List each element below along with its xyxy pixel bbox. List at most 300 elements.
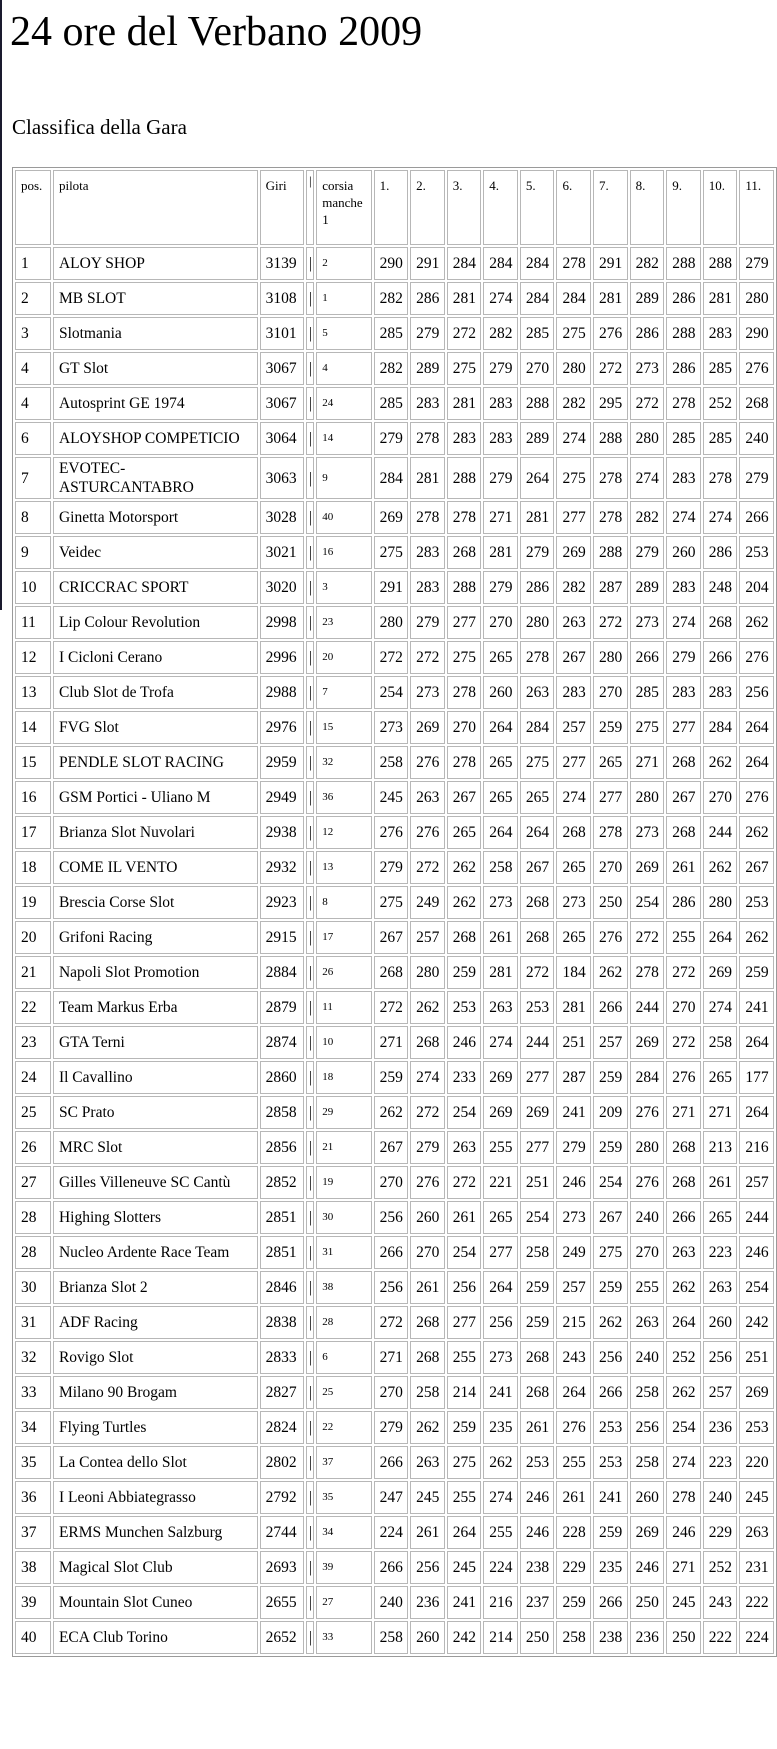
cell-manche-4: 256 [483, 1306, 518, 1339]
table-row [15, 851, 774, 884]
cell-manche-6: 265 [556, 851, 591, 884]
cell-pilota: I Cicloni Cerano [53, 641, 258, 674]
cell-manche-1: 270 [374, 1166, 409, 1199]
cell-manche-7: 238 [593, 1621, 628, 1654]
cell-pos: 10 [15, 571, 51, 604]
cell-manche-9: 268 [666, 1131, 701, 1164]
cell-manche-10: 263 [703, 1271, 738, 1304]
table-row [15, 991, 774, 1024]
cell-manche-7: 257 [593, 1026, 628, 1059]
table-row [15, 282, 774, 315]
cell-manche-11: 268 [739, 387, 774, 420]
cell-giri: 2851 [260, 1236, 304, 1269]
cell-manche-2: 236 [410, 1586, 445, 1619]
cell-giri: 2846 [260, 1271, 304, 1304]
page-title: 24 ore del Verbano 2009 [10, 9, 423, 55]
cell-manche-9: 254 [666, 1411, 701, 1444]
cell-manche-7: 266 [593, 1376, 628, 1409]
cell-manche-1: 271 [374, 1341, 409, 1374]
table-row [15, 1096, 774, 1129]
cell-manche-5: 246 [520, 1481, 555, 1514]
cell-pilota: ERMS Munchen Salzburg [53, 1516, 258, 1549]
cell-manche-4: 279 [483, 571, 518, 604]
cell-corsia: 27 [316, 1586, 371, 1619]
cell-pos: 23 [15, 1026, 51, 1059]
cell-manche-10: 262 [703, 851, 738, 884]
cell-manche-3: 262 [447, 851, 482, 884]
cell-manche-8: 279 [630, 536, 665, 569]
cell-manche-4: 282 [483, 317, 518, 350]
cell-manche-7: 262 [593, 956, 628, 989]
cell-manche-9: 271 [666, 1096, 701, 1129]
cell-manche-7: 266 [593, 991, 628, 1024]
cell-manche-1: 266 [374, 1551, 409, 1584]
cell-manche-10: 258 [703, 1026, 738, 1059]
header-pos: pos. [15, 170, 51, 245]
cell-manche-1: 282 [374, 282, 409, 315]
cell-pos: 24 [15, 1061, 51, 1094]
table-row [15, 352, 774, 385]
cell-separator: | [306, 1621, 314, 1654]
cell-manche-11: 251 [739, 1341, 774, 1374]
cell-manche-2: 273 [410, 676, 445, 709]
cell-manche-6: 275 [556, 457, 591, 499]
cell-manche-4: 284 [483, 247, 518, 280]
cell-giri: 3139 [260, 247, 304, 280]
cell-manche-9: 286 [666, 352, 701, 385]
cell-manche-3: 255 [447, 1481, 482, 1514]
cell-manche-7: 256 [593, 1341, 628, 1374]
cell-manche-10: 268 [703, 606, 738, 639]
cell-manche-6: 246 [556, 1166, 591, 1199]
cell-manche-6: 184 [556, 956, 591, 989]
cell-manche-3: 281 [447, 387, 482, 420]
cell-manche-8: 282 [630, 501, 665, 534]
cell-manche-10: 261 [703, 1166, 738, 1199]
cell-manche-1: 258 [374, 1621, 409, 1654]
cell-corsia: 7 [316, 676, 371, 709]
cell-manche-5: 286 [520, 571, 555, 604]
cell-manche-3: 272 [447, 317, 482, 350]
cell-pos: 26 [15, 1131, 51, 1164]
cell-manche-10: 285 [703, 422, 738, 455]
cell-manche-8: 276 [630, 1166, 665, 1199]
cell-corsia: 26 [316, 956, 371, 989]
cell-manche-1: 240 [374, 1586, 409, 1619]
cell-manche-11: 276 [739, 641, 774, 674]
cell-manche-4: 264 [483, 1271, 518, 1304]
cell-manche-6: 228 [556, 1516, 591, 1549]
cell-manche-9: 285 [666, 422, 701, 455]
cell-manche-4: 269 [483, 1061, 518, 1094]
cell-separator: | [306, 641, 314, 674]
cell-manche-2: 278 [410, 501, 445, 534]
cell-manche-4: 273 [483, 1341, 518, 1374]
cell-pos: 30 [15, 1271, 51, 1304]
cell-separator: | [306, 352, 314, 385]
cell-corsia: 33 [316, 1621, 371, 1654]
cell-pos: 28 [15, 1236, 51, 1269]
cell-manche-5: 264 [520, 816, 555, 849]
cell-manche-3: 246 [447, 1026, 482, 1059]
cell-manche-9: 288 [666, 247, 701, 280]
cell-separator: | [306, 317, 314, 350]
cell-manche-3: 253 [447, 991, 482, 1024]
cell-corsia: 12 [316, 816, 371, 849]
cell-manche-11: 263 [739, 1516, 774, 1549]
cell-manche-11: 254 [739, 1271, 774, 1304]
cell-pos: 22 [15, 991, 51, 1024]
cell-manche-2: 272 [410, 1096, 445, 1129]
cell-giri: 3067 [260, 387, 304, 420]
cell-manche-1: 290 [374, 247, 409, 280]
cell-manche-1: 276 [374, 816, 409, 849]
cell-manche-6: 284 [556, 282, 591, 315]
cell-manche-11: 276 [739, 352, 774, 385]
cell-manche-4: 274 [483, 1026, 518, 1059]
cell-separator: | [306, 422, 314, 455]
cell-manche-6: 241 [556, 1096, 591, 1129]
cell-pos: 1 [15, 247, 51, 280]
cell-manche-2: 291 [410, 247, 445, 280]
cell-manche-11: 290 [739, 317, 774, 350]
cell-pos: 28 [15, 1201, 51, 1234]
cell-separator: | [306, 457, 314, 499]
cell-pilota: SC Prato [53, 1096, 258, 1129]
table-row [15, 1201, 774, 1234]
cell-manche-6: 282 [556, 571, 591, 604]
cell-manche-6: 257 [556, 1271, 591, 1304]
cell-separator: | [306, 536, 314, 569]
cell-manche-6: 215 [556, 1306, 591, 1339]
table-row [15, 711, 774, 744]
cell-manche-6: 259 [556, 1586, 591, 1619]
cell-corsia: 10 [316, 1026, 371, 1059]
cell-corsia: 32 [316, 746, 371, 779]
cell-corsia: 4 [316, 352, 371, 385]
cell-manche-2: 279 [410, 606, 445, 639]
cell-manche-9: 283 [666, 571, 701, 604]
cell-manche-1: 256 [374, 1271, 409, 1304]
cell-giri: 2652 [260, 1621, 304, 1654]
cell-giri: 2860 [260, 1061, 304, 1094]
cell-manche-6: 273 [556, 1201, 591, 1234]
cell-manche-8: 284 [630, 1061, 665, 1094]
cell-manche-4: 274 [483, 1481, 518, 1514]
cell-manche-4: 273 [483, 886, 518, 919]
cell-manche-1: 267 [374, 921, 409, 954]
cell-manche-10: 236 [703, 1411, 738, 1444]
cell-manche-2: 276 [410, 1166, 445, 1199]
cell-manche-9: 267 [666, 781, 701, 814]
cell-manche-2: 272 [410, 641, 445, 674]
header-manche-2: 2. [410, 170, 445, 245]
cell-separator: | [306, 1446, 314, 1479]
cell-manche-6: 249 [556, 1236, 591, 1269]
cell-separator: | [306, 1131, 314, 1164]
cell-manche-1: 268 [374, 956, 409, 989]
cell-manche-6: 274 [556, 781, 591, 814]
cell-separator: | [306, 387, 314, 420]
cell-manche-3: 278 [447, 746, 482, 779]
cell-corsia: 18 [316, 1061, 371, 1094]
cell-manche-5: 254 [520, 1201, 555, 1234]
cell-pilota: GSM Portici - Uliano M [53, 781, 258, 814]
table-row [15, 1131, 774, 1164]
cell-manche-2: 257 [410, 921, 445, 954]
cell-manche-6: 243 [556, 1341, 591, 1374]
table-row [15, 921, 774, 954]
cell-pilota: Gilles Villeneuve SC Cantù [53, 1166, 258, 1199]
cell-giri: 2923 [260, 886, 304, 919]
cell-manche-2: 269 [410, 711, 445, 744]
cell-pilota: Lip Colour Revolution [53, 606, 258, 639]
cell-manche-8: 274 [630, 457, 665, 499]
cell-manche-7: 253 [593, 1411, 628, 1444]
cell-giri: 3108 [260, 282, 304, 315]
cell-manche-6: 287 [556, 1061, 591, 1094]
cell-manche-6: 281 [556, 991, 591, 1024]
cell-separator: | [306, 711, 314, 744]
cell-manche-4: 260 [483, 676, 518, 709]
cell-manche-11: 253 [739, 1411, 774, 1444]
cell-corsia: 25 [316, 1376, 371, 1409]
cell-manche-5: 263 [520, 676, 555, 709]
cell-pilota: Il Cavallino [53, 1061, 258, 1094]
cell-manche-8: 272 [630, 387, 665, 420]
cell-manche-11: 177 [739, 1061, 774, 1094]
cell-manche-3: 278 [447, 501, 482, 534]
cell-manche-7: 287 [593, 571, 628, 604]
table-row [15, 956, 774, 989]
cell-manche-9: 262 [666, 1376, 701, 1409]
cell-manche-7: 291 [593, 247, 628, 280]
cell-manche-11: 266 [739, 501, 774, 534]
cell-manche-2: 262 [410, 991, 445, 1024]
cell-separator: | [306, 1061, 314, 1094]
cell-manche-8: 280 [630, 781, 665, 814]
cell-manche-4: 279 [483, 457, 518, 499]
cell-manche-4: 265 [483, 746, 518, 779]
cell-manche-6: 267 [556, 641, 591, 674]
cell-manche-11: 222 [739, 1586, 774, 1619]
cell-pilota: Flying Turtles [53, 1411, 258, 1444]
cell-manche-8: 286 [630, 317, 665, 350]
header-manche-3: 3. [447, 170, 482, 245]
page-subtitle: Classifica della Gara [12, 115, 187, 139]
cell-separator: | [306, 501, 314, 534]
cell-manche-10: 260 [703, 1306, 738, 1339]
cell-pilota: La Contea dello Slot [53, 1446, 258, 1479]
cell-separator: | [306, 1166, 314, 1199]
cell-manche-5: 268 [520, 1341, 555, 1374]
cell-pilota: I Leoni Abbiategrasso [53, 1481, 258, 1514]
cell-manche-11: 257 [739, 1166, 774, 1199]
cell-manche-7: 267 [593, 1201, 628, 1234]
cell-separator: | [306, 851, 314, 884]
cell-manche-8: 280 [630, 1131, 665, 1164]
cell-manche-7: 259 [593, 1516, 628, 1549]
cell-manche-8: 273 [630, 352, 665, 385]
cell-manche-9: 272 [666, 1026, 701, 1059]
cell-manche-4: 263 [483, 991, 518, 1024]
cell-manche-11: 264 [739, 746, 774, 779]
cell-giri: 2852 [260, 1166, 304, 1199]
cell-corsia: 21 [316, 1131, 371, 1164]
cell-manche-4: 235 [483, 1411, 518, 1444]
cell-corsia: 34 [316, 1516, 371, 1549]
cell-manche-5: 244 [520, 1026, 555, 1059]
cell-manche-6: 277 [556, 501, 591, 534]
cell-pos: 25 [15, 1096, 51, 1129]
cell-manche-11: 280 [739, 282, 774, 315]
cell-manche-3: 254 [447, 1236, 482, 1269]
cell-corsia: 11 [316, 991, 371, 1024]
cell-corsia: 17 [316, 921, 371, 954]
cell-pos: 40 [15, 1621, 51, 1654]
cell-manche-9: 263 [666, 1236, 701, 1269]
cell-separator: | [306, 921, 314, 954]
cell-manche-5: 246 [520, 1516, 555, 1549]
cell-manche-10: 265 [703, 1061, 738, 1094]
cell-manche-1: 247 [374, 1481, 409, 1514]
cell-manche-9: 261 [666, 851, 701, 884]
cell-corsia: 37 [316, 1446, 371, 1479]
cell-separator: | [306, 1586, 314, 1619]
cell-manche-7: 278 [593, 457, 628, 499]
cell-pilota: ALOYSHOP COMPETICIO [53, 422, 258, 455]
cell-giri: 2851 [260, 1201, 304, 1234]
cell-manche-7: 262 [593, 1306, 628, 1339]
cell-separator: | [306, 247, 314, 280]
cell-manche-9: 283 [666, 676, 701, 709]
cell-manche-4: 261 [483, 921, 518, 954]
cell-manche-6: 261 [556, 1481, 591, 1514]
cell-giri: 2932 [260, 851, 304, 884]
cell-separator: | [306, 1481, 314, 1514]
table-row [15, 1376, 774, 1409]
table-row [15, 641, 774, 674]
cell-manche-7: 288 [593, 536, 628, 569]
cell-manche-6: 258 [556, 1621, 591, 1654]
table-row [15, 1271, 774, 1304]
cell-manche-10: 252 [703, 1551, 738, 1584]
table-row [15, 886, 774, 919]
cell-giri: 3064 [260, 422, 304, 455]
cell-manche-5: 288 [520, 387, 555, 420]
cell-manche-9: 268 [666, 816, 701, 849]
cell-manche-8: 269 [630, 1516, 665, 1549]
cell-manche-7: 250 [593, 886, 628, 919]
cell-corsia: 24 [316, 387, 371, 420]
cell-manche-11: 241 [739, 991, 774, 1024]
cell-manche-2: 268 [410, 1306, 445, 1339]
cell-manche-6: 257 [556, 711, 591, 744]
cell-giri: 3021 [260, 536, 304, 569]
cell-manche-5: 284 [520, 282, 555, 315]
cell-manche-4: 216 [483, 1586, 518, 1619]
cell-manche-6: 268 [556, 816, 591, 849]
cell-manche-4: 224 [483, 1551, 518, 1584]
cell-manche-7: 270 [593, 676, 628, 709]
cell-manche-1: 279 [374, 422, 409, 455]
cell-manche-11: 204 [739, 571, 774, 604]
cell-manche-3: 278 [447, 676, 482, 709]
cell-manche-6: 264 [556, 1376, 591, 1409]
cell-manche-9: 277 [666, 711, 701, 744]
table-row [15, 1236, 774, 1269]
cell-manche-6: 283 [556, 676, 591, 709]
cell-manche-10: 278 [703, 457, 738, 499]
cell-manche-5: 272 [520, 956, 555, 989]
cell-manche-9: 286 [666, 282, 701, 315]
cell-manche-3: 214 [447, 1376, 482, 1409]
cell-manche-8: 273 [630, 816, 665, 849]
cell-separator: | [306, 816, 314, 849]
cell-manche-11: 279 [739, 247, 774, 280]
cell-manche-10: 240 [703, 1481, 738, 1514]
cell-manche-1: 266 [374, 1236, 409, 1269]
cell-manche-5: 268 [520, 1376, 555, 1409]
cell-manche-5: 258 [520, 1236, 555, 1269]
cell-pos: 38 [15, 1551, 51, 1584]
cell-manche-6: 274 [556, 422, 591, 455]
cell-manche-10: 264 [703, 921, 738, 954]
cell-manche-2: 262 [410, 1411, 445, 1444]
cell-corsia: 30 [316, 1201, 371, 1234]
cell-manche-10: 248 [703, 571, 738, 604]
cell-manche-2: 279 [410, 1131, 445, 1164]
cell-separator: | [306, 1096, 314, 1129]
cell-pos: 2 [15, 282, 51, 315]
cell-manche-7: 272 [593, 606, 628, 639]
cell-corsia: 3 [316, 571, 371, 604]
cell-manche-9: 288 [666, 317, 701, 350]
cell-manche-10: 274 [703, 501, 738, 534]
cell-manche-2: 274 [410, 1061, 445, 1094]
cell-manche-10: 270 [703, 781, 738, 814]
cell-manche-11: 264 [739, 711, 774, 744]
cell-pilota: CRICCRAC SPORT [53, 571, 258, 604]
cell-pilota: Ginetta Motorsport [53, 501, 258, 534]
table-row [15, 1586, 774, 1619]
cell-giri: 2874 [260, 1026, 304, 1059]
cell-manche-9: 266 [666, 1201, 701, 1234]
cell-manche-4: 221 [483, 1166, 518, 1199]
cell-manche-3: 264 [447, 1516, 482, 1549]
cell-giri: 2693 [260, 1551, 304, 1584]
cell-pilota: Mountain Slot Cuneo [53, 1586, 258, 1619]
cell-pos: 13 [15, 676, 51, 709]
cell-manche-5: 278 [520, 641, 555, 674]
header-manche-5: 5. [520, 170, 555, 245]
cell-manche-10: 271 [703, 1096, 738, 1129]
cell-pos: 19 [15, 886, 51, 919]
cell-separator: | [306, 1026, 314, 1059]
cell-manche-5: 279 [520, 536, 555, 569]
cell-manche-6: 263 [556, 606, 591, 639]
cell-manche-3: 281 [447, 282, 482, 315]
cell-corsia: 23 [316, 606, 371, 639]
cell-pos: 4 [15, 352, 51, 385]
results-table-container[interactable] [12, 167, 769, 1747]
cell-manche-3: 242 [447, 1621, 482, 1654]
cell-manche-8: 244 [630, 991, 665, 1024]
cell-manche-2: 263 [410, 1446, 445, 1479]
cell-manche-2: 261 [410, 1271, 445, 1304]
cell-manche-7: 253 [593, 1446, 628, 1479]
cell-manche-8: 254 [630, 886, 665, 919]
